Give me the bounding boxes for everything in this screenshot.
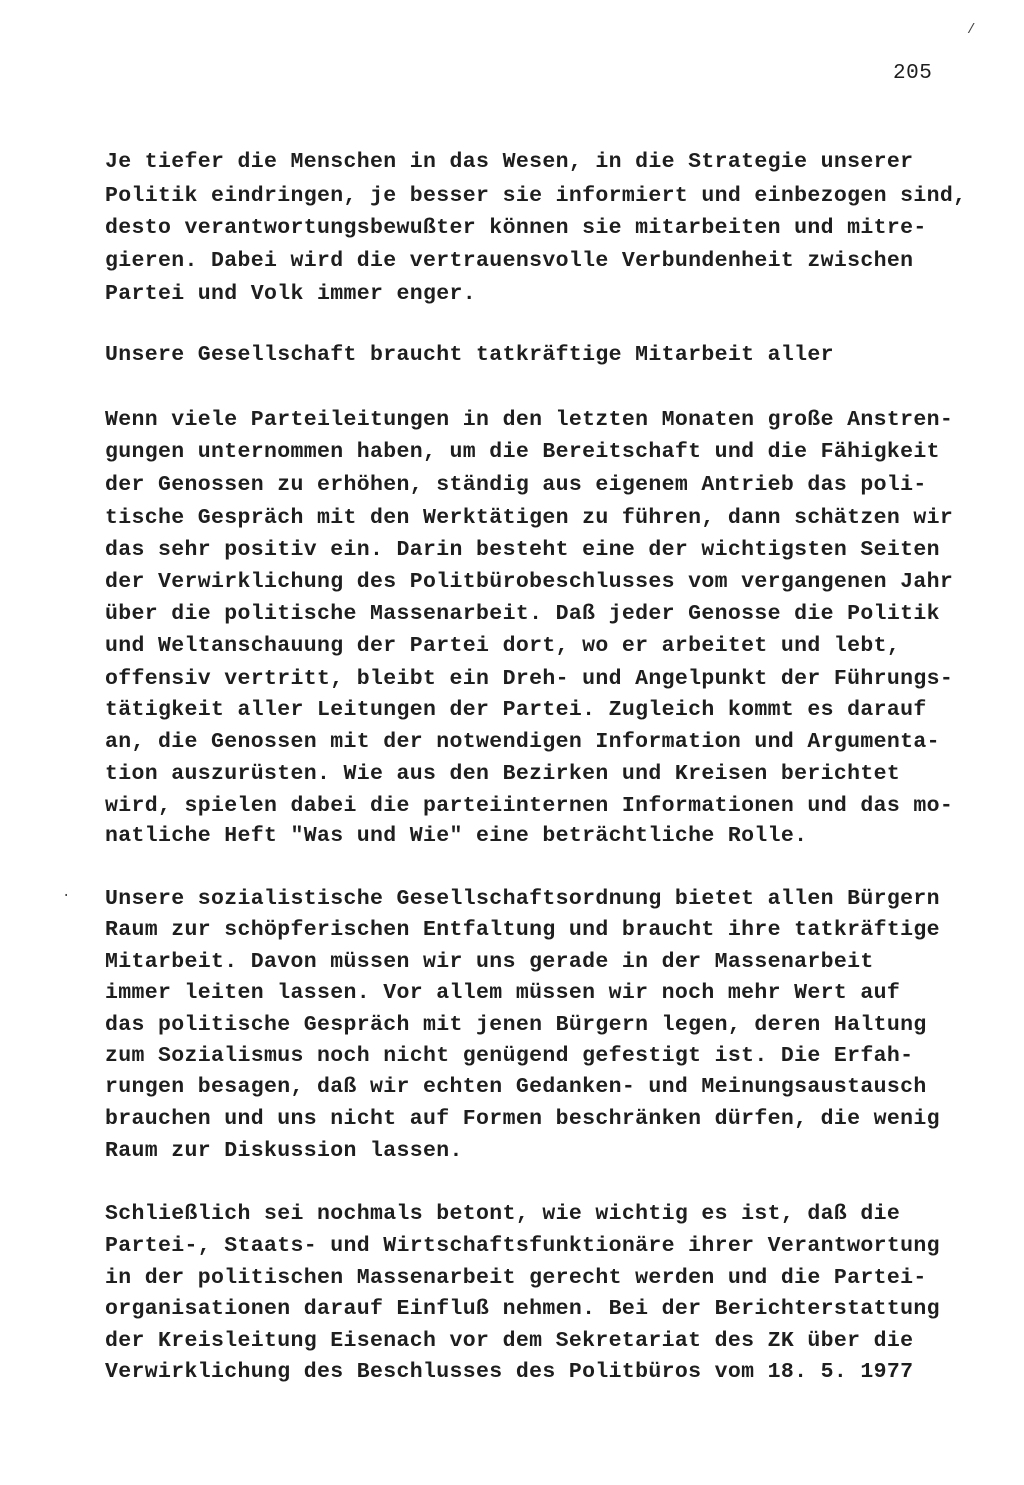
scan-mark: · bbox=[62, 888, 71, 904]
text-line: tion auszurüsten. Wie aus den Bezirken und Kreisen berichtet bbox=[105, 762, 901, 786]
text-line: zum Sozialismus noch nicht genügend gefestigt ist. Die Erfah- bbox=[105, 1044, 914, 1068]
text-line: Verwirklichung des Beschlusses des Politbüros vom 18. 5. 1977 bbox=[105, 1360, 914, 1384]
text-line: desto verantwortungsbewußter können sie mitarbeiten und mitre- bbox=[105, 216, 927, 240]
text-line: Raum zur Diskussion lassen. bbox=[105, 1139, 463, 1163]
scan-mark: / bbox=[967, 22, 976, 38]
text-line: der Verwirklichung des Politbürobeschlusses vom vergangenen Jahr bbox=[105, 570, 954, 594]
text-line: an, die Genossen mit der notwendigen Information und Argumenta- bbox=[105, 730, 940, 754]
text-line: das sehr positiv ein. Darin besteht eine der wichtigsten Seiten bbox=[105, 538, 940, 562]
text-line: in der politischen Massenarbeit gerecht werden und die Partei- bbox=[105, 1266, 927, 1290]
text-line: Wenn viele Parteileitungen in den letzten Monaten große Anstren- bbox=[105, 408, 954, 432]
text-line: gungen unternommen haben, um die Bereitschaft und die Fähigkeit bbox=[105, 440, 940, 464]
text-line: und Weltanschauung der Partei dort, wo er arbeitet und lebt, bbox=[105, 634, 901, 658]
text-line: rungen besagen, daß wir echten Gedanken- und Meinungsaustausch bbox=[105, 1075, 927, 1099]
text-line: offensiv vertritt, bleibt ein Dreh- und Angelpunkt der Führungs- bbox=[105, 667, 954, 691]
text-line: das politische Gespräch mit jenen Bürgern legen, deren Haltung bbox=[105, 1013, 927, 1037]
text-line: immer leiten lassen. Vor allem müssen wir noch mehr Wert auf bbox=[105, 981, 901, 1005]
text-line: Unsere sozialistische Gesellschaftsordnung bietet allen Bürgern bbox=[105, 887, 940, 911]
text-line: natliche Heft "Was und Wie" eine beträchtliche Rolle. bbox=[105, 824, 808, 848]
text-line: Partei-, Staats- und Wirtschaftsfunktionäre ihrer Verantwortung bbox=[105, 1234, 940, 1258]
text-line: wird, spielen dabei die parteiinternen Informationen und das mo- bbox=[105, 794, 954, 818]
text-line: Politik eindringen, je besser sie informiert und einbezogen sind, bbox=[105, 184, 967, 208]
text-line: tätigkeit aller Leitungen der Partei. Zugleich kommt es darauf bbox=[105, 698, 927, 722]
text-line: gieren. Dabei wird die vertrauensvolle Verbundenheit zwischen bbox=[105, 249, 914, 273]
text-line: der Kreisleitung Eisenach vor dem Sekretariat des ZK über die bbox=[105, 1329, 914, 1353]
text-line: über die politische Massenarbeit. Daß jeder Genosse die Politik bbox=[105, 602, 940, 626]
text-line: brauchen und uns nicht auf Formen beschränken dürfen, die wenig bbox=[105, 1107, 940, 1131]
text-line: organisationen darauf Einfluß nehmen. Bei der Berichterstattung bbox=[105, 1297, 940, 1321]
text-line: Je tiefer die Menschen in das Wesen, in die Strategie unserer bbox=[105, 150, 914, 174]
text-line: Partei und Volk immer enger. bbox=[105, 282, 477, 306]
page-number: 205 bbox=[893, 62, 933, 85]
text-line: Mitarbeit. Davon müssen wir uns gerade in der Massenarbeit bbox=[105, 950, 874, 974]
text-line: Schließlich sei nochmals betont, wie wichtig es ist, daß die bbox=[105, 1202, 901, 1226]
text-line: tische Gespräch mit den Werktätigen zu führen, dann schätzen wir bbox=[105, 506, 954, 530]
text-line: Raum zur schöpferischen Entfaltung und braucht ihre tatkräftige bbox=[105, 918, 940, 942]
text-line: der Genossen zu erhöhen, ständig aus eigenem Antrieb das poli- bbox=[105, 473, 927, 497]
section-heading: Unsere Gesellschaft braucht tatkräftige Mitarbeit aller bbox=[105, 343, 834, 367]
